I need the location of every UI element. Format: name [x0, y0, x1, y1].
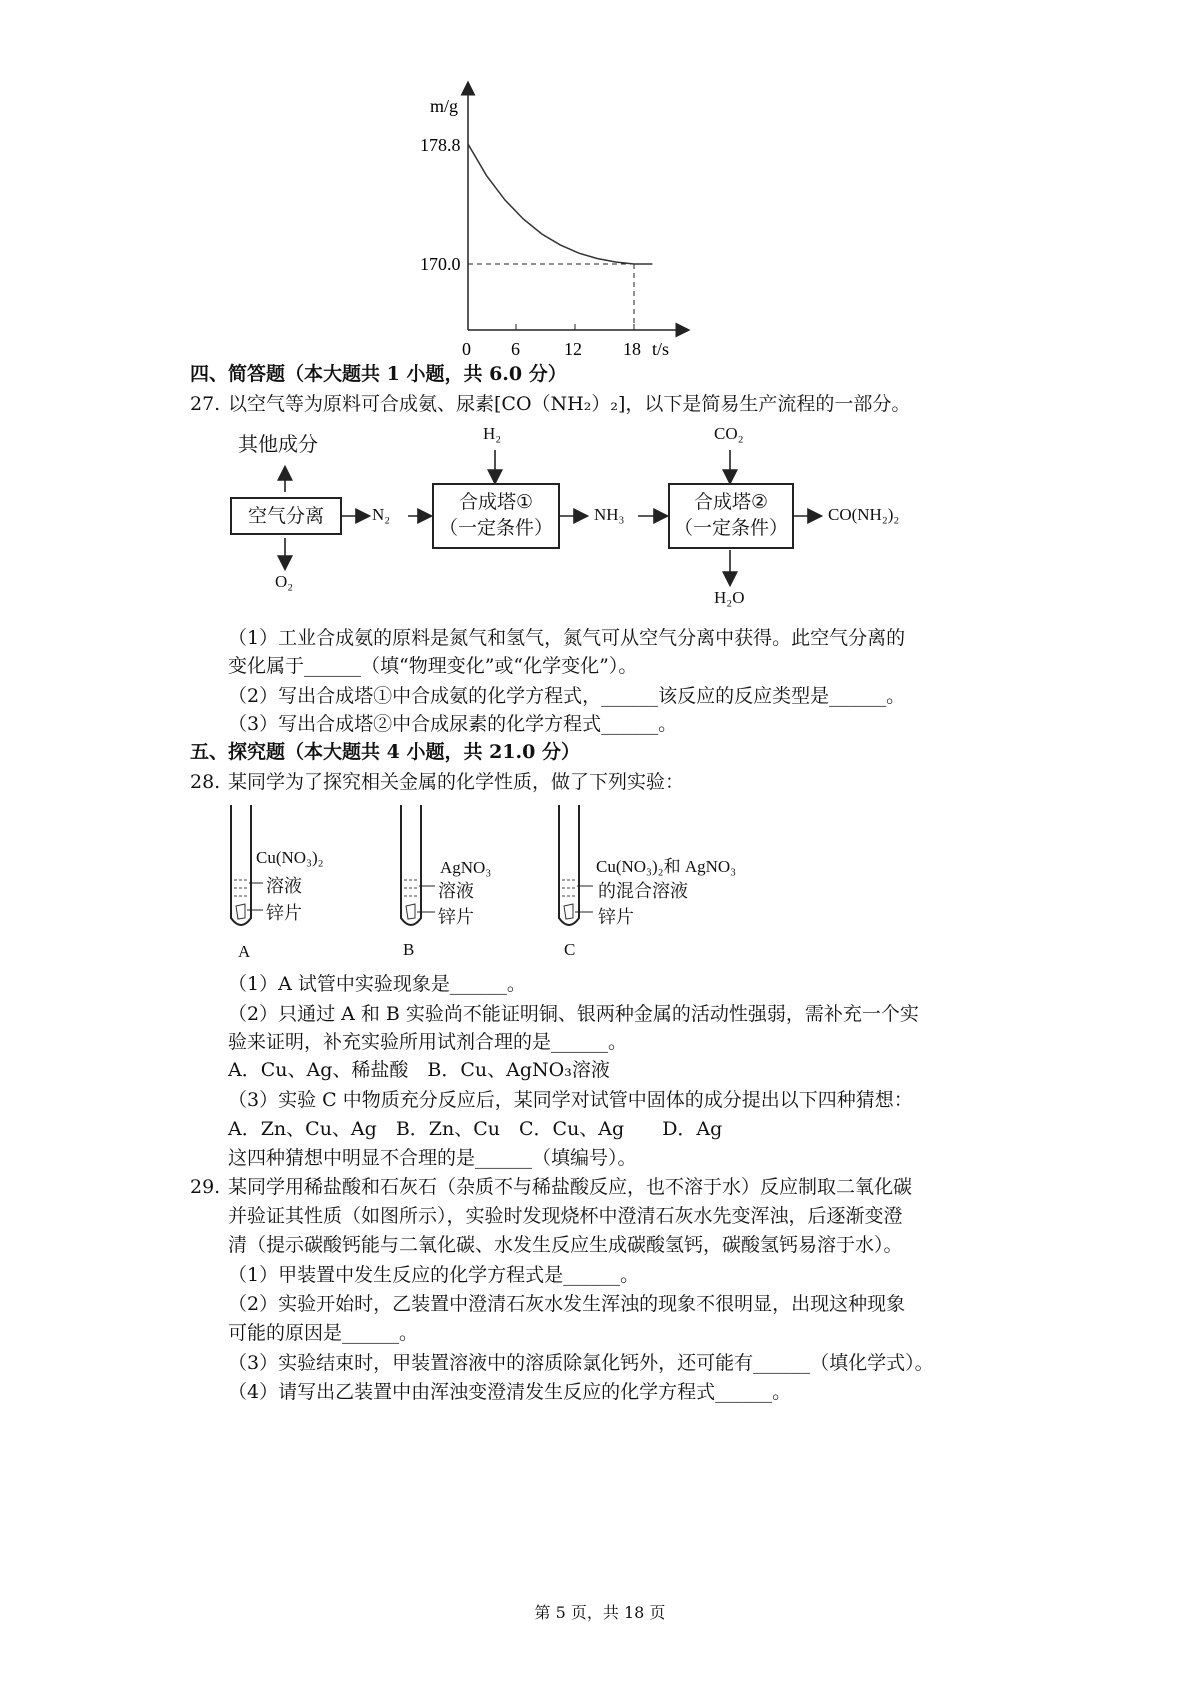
tube-a-liquid: 溶液 — [266, 876, 302, 897]
q29-part2-line1: （2）实验开始时，乙装置中澄清石灰水发生浑浊的现象不很明显，出现这种现象 — [228, 1293, 906, 1315]
o2-label: O₂ — [275, 572, 294, 591]
q29-part4: （4）请写出乙装置中由浑浊变澄清发生反应的化学方程式______。 — [228, 1381, 792, 1403]
q28-part3-options: A．Zn、Cu、Ag B．Zn、Cu C．Cu、Ag D．Ag — [228, 1118, 723, 1140]
tower2-line2: （一定条件） — [673, 517, 788, 539]
section4-title: 四、简答题（本大题共 1 小题，共 6.0 分） — [190, 363, 567, 385]
q27-number: 27. — [190, 393, 221, 415]
x-tick-label-0: 0 — [462, 339, 471, 359]
test-tubes-diagram — [225, 800, 785, 970]
q28-part2-options: A．Cu、Ag、稀盐酸 B．Cu、AgNO₃溶液 — [228, 1059, 610, 1081]
tube-a-label: A — [238, 942, 251, 961]
tower1-line1: 合成塔① — [458, 491, 534, 513]
q28-part3-line1: （3）实验 C 中物质充分反应后，某同学对试管中固体的成分提出以下四种猜想： — [228, 1089, 913, 1111]
x-axis-label: t/s — [652, 339, 670, 359]
q27-stem: 以空气等为原料可合成氨、尿素[CO（NH₂）₂]，以下是简易生产流程的一部分。 — [228, 393, 911, 415]
n2-label: N₂ — [372, 505, 391, 524]
q27-part3: （3）写出合成塔②中合成尿素的化学方程式______。 — [228, 713, 678, 735]
tube-c-liquid: 的混合溶液 — [598, 881, 688, 902]
h2-label: H₂ — [483, 424, 502, 443]
tube-b-label: B — [403, 940, 415, 959]
page-footer: 第 5 页，共 18 页 — [534, 1603, 666, 1622]
q28-number: 28. — [190, 771, 221, 793]
synthesis-tower-1-box — [432, 483, 560, 549]
q28-part2-line1: （2）只通过 A 和 B 实验尚不能证明铜、银两种金属的活动性强弱，需补充一个实 — [228, 1003, 919, 1025]
y-tick-label-170.0: 170.0 — [420, 254, 461, 274]
q29-part2-line2: 可能的原因是______。 — [228, 1322, 419, 1344]
h2o-label: H₂O — [714, 588, 745, 607]
x-tick-label-6: 6 — [511, 339, 520, 359]
y-axis-label: m/g — [430, 96, 459, 116]
tower2-line1: 合成塔② — [693, 491, 769, 513]
tube-b-liquid: 溶液 — [438, 881, 474, 902]
tube-c-solution: Cu(NO₃)₂和 AgNO₃ — [596, 857, 737, 876]
tube-c — [559, 805, 593, 925]
q29-number: 29. — [190, 1176, 221, 1198]
tower1-line2: （一定条件） — [438, 517, 553, 539]
other-components-label: 其他成分 — [238, 432, 318, 456]
q28-part2-line2: 验来证明，补充实验所用试剂合理的是______。 — [228, 1031, 628, 1053]
co2-label: CO₂ — [714, 424, 744, 443]
q27-part2: （2）写出合成塔①中合成氨的化学方程式，______该反应的反应类型是______。 — [228, 685, 906, 707]
section5-title: 五、探究题（本大题共 4 小题，共 21.0 分） — [190, 741, 580, 763]
tube-a-solution: Cu(NO₃)₂ — [256, 848, 324, 867]
q29-stem-line3: 清（提示碳酸钙能与二氧化碳、水发生反应生成碳酸氢钙，碳酸氢钙易溶于水）。 — [228, 1234, 903, 1256]
x-tick-label-12: 12 — [564, 339, 582, 359]
x-tick-label-18: 18 — [623, 339, 641, 359]
q29-part1: （1）甲装置中发生反应的化学方程式是______。 — [228, 1264, 640, 1286]
q29-part3: （3）实验结束时，甲装置溶液中的溶质除氯化钙外，还可能有______（填化学式）。 — [228, 1352, 934, 1374]
tube-c-label: C — [564, 940, 576, 959]
air-separation-box: 空气分离 — [230, 497, 342, 535]
q27-part1-line2: 变化属于______（填“物理变化”或“化学变化”）。 — [228, 655, 638, 677]
q29-stem-line2: 并验证其性质（如图所示），实验时发现烧杯中澄清石灰水先变浑浊，后逐渐变澄 — [228, 1205, 903, 1227]
q28-part1: （1）A 试管中实验现象是______。 — [228, 973, 526, 995]
q27-part1-line1: （1）工业合成氨的原料是氮气和氢气，氮气可从空气分离中获得。此空气分离的 — [228, 627, 906, 649]
q28-stem: 某同学为了探究相关金属的化学性质，做了下列实验： — [228, 771, 685, 793]
y-tick-label-178.8: 178.8 — [420, 135, 461, 155]
mass-time-chart — [420, 80, 740, 370]
tube-b-zinc: 锌片 — [438, 907, 474, 928]
urea-label: CO(NH₂)₂ — [828, 505, 900, 524]
synthesis-tower-2-box — [668, 483, 794, 549]
tube-c-zinc: 锌片 — [598, 907, 634, 928]
mass-curve — [468, 144, 652, 264]
nh3-label: NH₃ — [594, 505, 625, 524]
q28-part3-line2: 这四种猜想中明显不合理的是______（填编号）。 — [228, 1147, 637, 1169]
q29-stem-line1: 某同学用稀盐酸和石灰石（杂质不与稀盐酸反应，也不溶于水）反应制取二氧化碳 — [228, 1176, 913, 1198]
tube-b — [401, 805, 435, 925]
tube-b-solution: AgNO₃ — [440, 858, 492, 877]
tube-a-zinc: 锌片 — [266, 903, 302, 924]
